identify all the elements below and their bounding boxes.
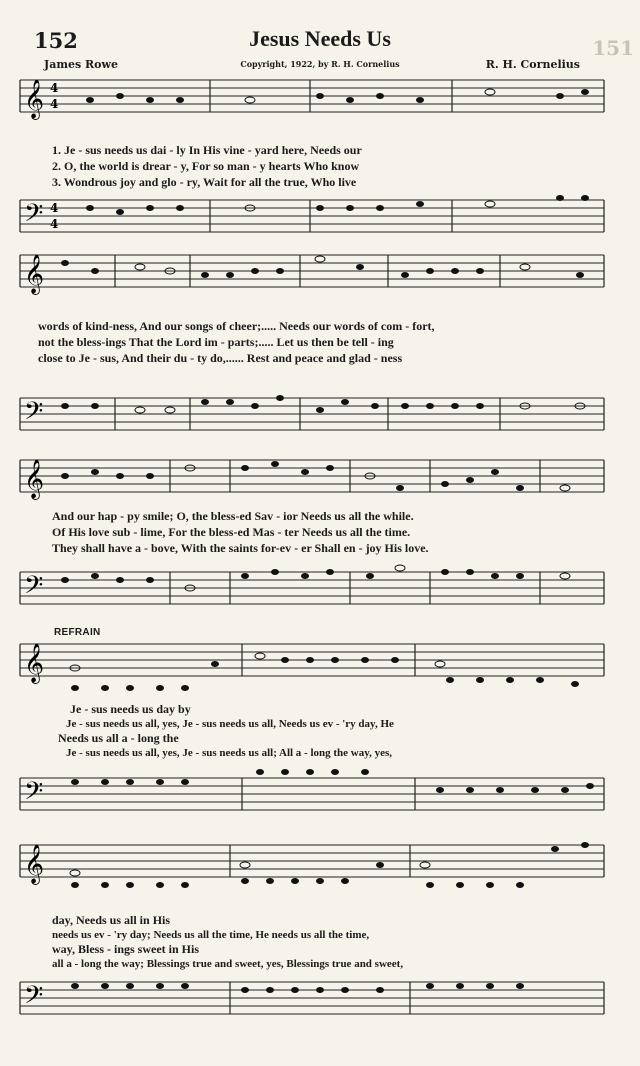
svg-text:𝄢: 𝄢	[24, 777, 44, 812]
svg-text:4: 4	[50, 217, 59, 231]
svg-text:4: 4	[50, 97, 59, 111]
system-1-bass-staff	[20, 195, 604, 234]
refrain-soprano-line-2: Needs us all a - long the	[58, 731, 179, 745]
svg-text:𝄞: 𝄞	[24, 459, 45, 499]
lyricist-credit: James Rowe	[44, 58, 118, 71]
system-3-bass-staff	[20, 565, 604, 606]
copyright-notice: Copyright, 1922, by R. H. Cornelius	[240, 59, 400, 69]
hymn-title: Jesus Needs Us	[249, 26, 391, 51]
refrain-label: REFRAIN	[54, 627, 101, 638]
composer-credit: R. H. Cornelius	[485, 58, 580, 71]
svg-text:4: 4	[50, 81, 59, 95]
system-5-soprano-line-2: way, Bless - ings sweet in His	[52, 942, 200, 956]
bass-clef-icon: 𝄢	[24, 199, 44, 234]
system-1-verse-1: 1. Je - sus needs us dai - ly In His vine - yard here, Needs our	[52, 143, 362, 157]
system-1-verse-3: 3. Wondrous joy and glo - ry, Wait for all the true, Who live	[52, 175, 357, 189]
system-3-verse-3: They shall have a - bove, With the saints for-ev - er Shall en - joy His love.	[52, 541, 429, 555]
svg-text:𝄞: 𝄞	[24, 643, 45, 683]
system-2-treble-staff	[20, 254, 604, 295]
system-2-verse-3: close to Je - sus, And their du - ty do,...... Rest and peace and glad - ness	[38, 351, 403, 365]
system-4-bass-staff	[20, 769, 604, 812]
refrain-soprano-line-1: Je - sus needs us day by	[70, 702, 191, 716]
bleed-through-page-number: 151	[592, 36, 634, 60]
system-3-treble-staff	[20, 459, 604, 500]
svg-text:𝄢: 𝄢	[24, 981, 44, 1016]
treble-clef-icon: 𝄞	[24, 79, 45, 119]
refrain-bass-line-1: Je - sus needs us all, yes, Je - sus needs us all, Needs us ev - 'ry day, He	[66, 718, 394, 730]
system-5-bass-line-1: needs us ev - 'ry day; Needs us all the time, He needs us all the time,	[52, 929, 370, 941]
system-2-bass-staff	[20, 395, 604, 432]
system-1-verse-2: 2. O, the world is drear - y, For so man - y hearts Who know	[52, 159, 360, 173]
system-3-verse-2: Of His love sub - lime, For the bless-ed Mas - ter Needs us all the time.	[52, 525, 411, 539]
refrain-bass-line-2: Je - sus needs us all, yes, Je - sus needs us all; All a - long the way, yes,	[66, 747, 393, 759]
system-2-verse-2: not the bless-ings That the Lord im - parts;..... Let us then be tell - ing	[38, 335, 394, 349]
system-3-verse-1: And our hap - py smile; O, the bless-ed Sav - ior Needs us all the while.	[52, 509, 414, 523]
system-1-treble-staff	[20, 79, 604, 120]
svg-text:4: 4	[50, 201, 59, 215]
system-5-bass-staff	[20, 981, 604, 1016]
system-5-soprano-line-1: day, Needs us all in His	[52, 913, 171, 927]
system-4-treble-staff	[20, 643, 604, 691]
svg-text:𝄞: 𝄞	[24, 254, 45, 294]
svg-text:𝄢: 𝄢	[24, 397, 44, 432]
system-5-bass-line-2: all a - long the way; Blessings true and sweet, yes, Blessings true and sweet,	[52, 958, 404, 970]
page-number: 152	[34, 28, 78, 53]
system-2-verse-1: words of kind-ness, And our songs of cheer;..... Needs our words of com - fort,	[38, 319, 435, 333]
svg-text:𝄢: 𝄢	[24, 571, 44, 606]
system-5-treble-staff	[20, 842, 604, 888]
svg-text:𝄞: 𝄞	[24, 844, 45, 884]
